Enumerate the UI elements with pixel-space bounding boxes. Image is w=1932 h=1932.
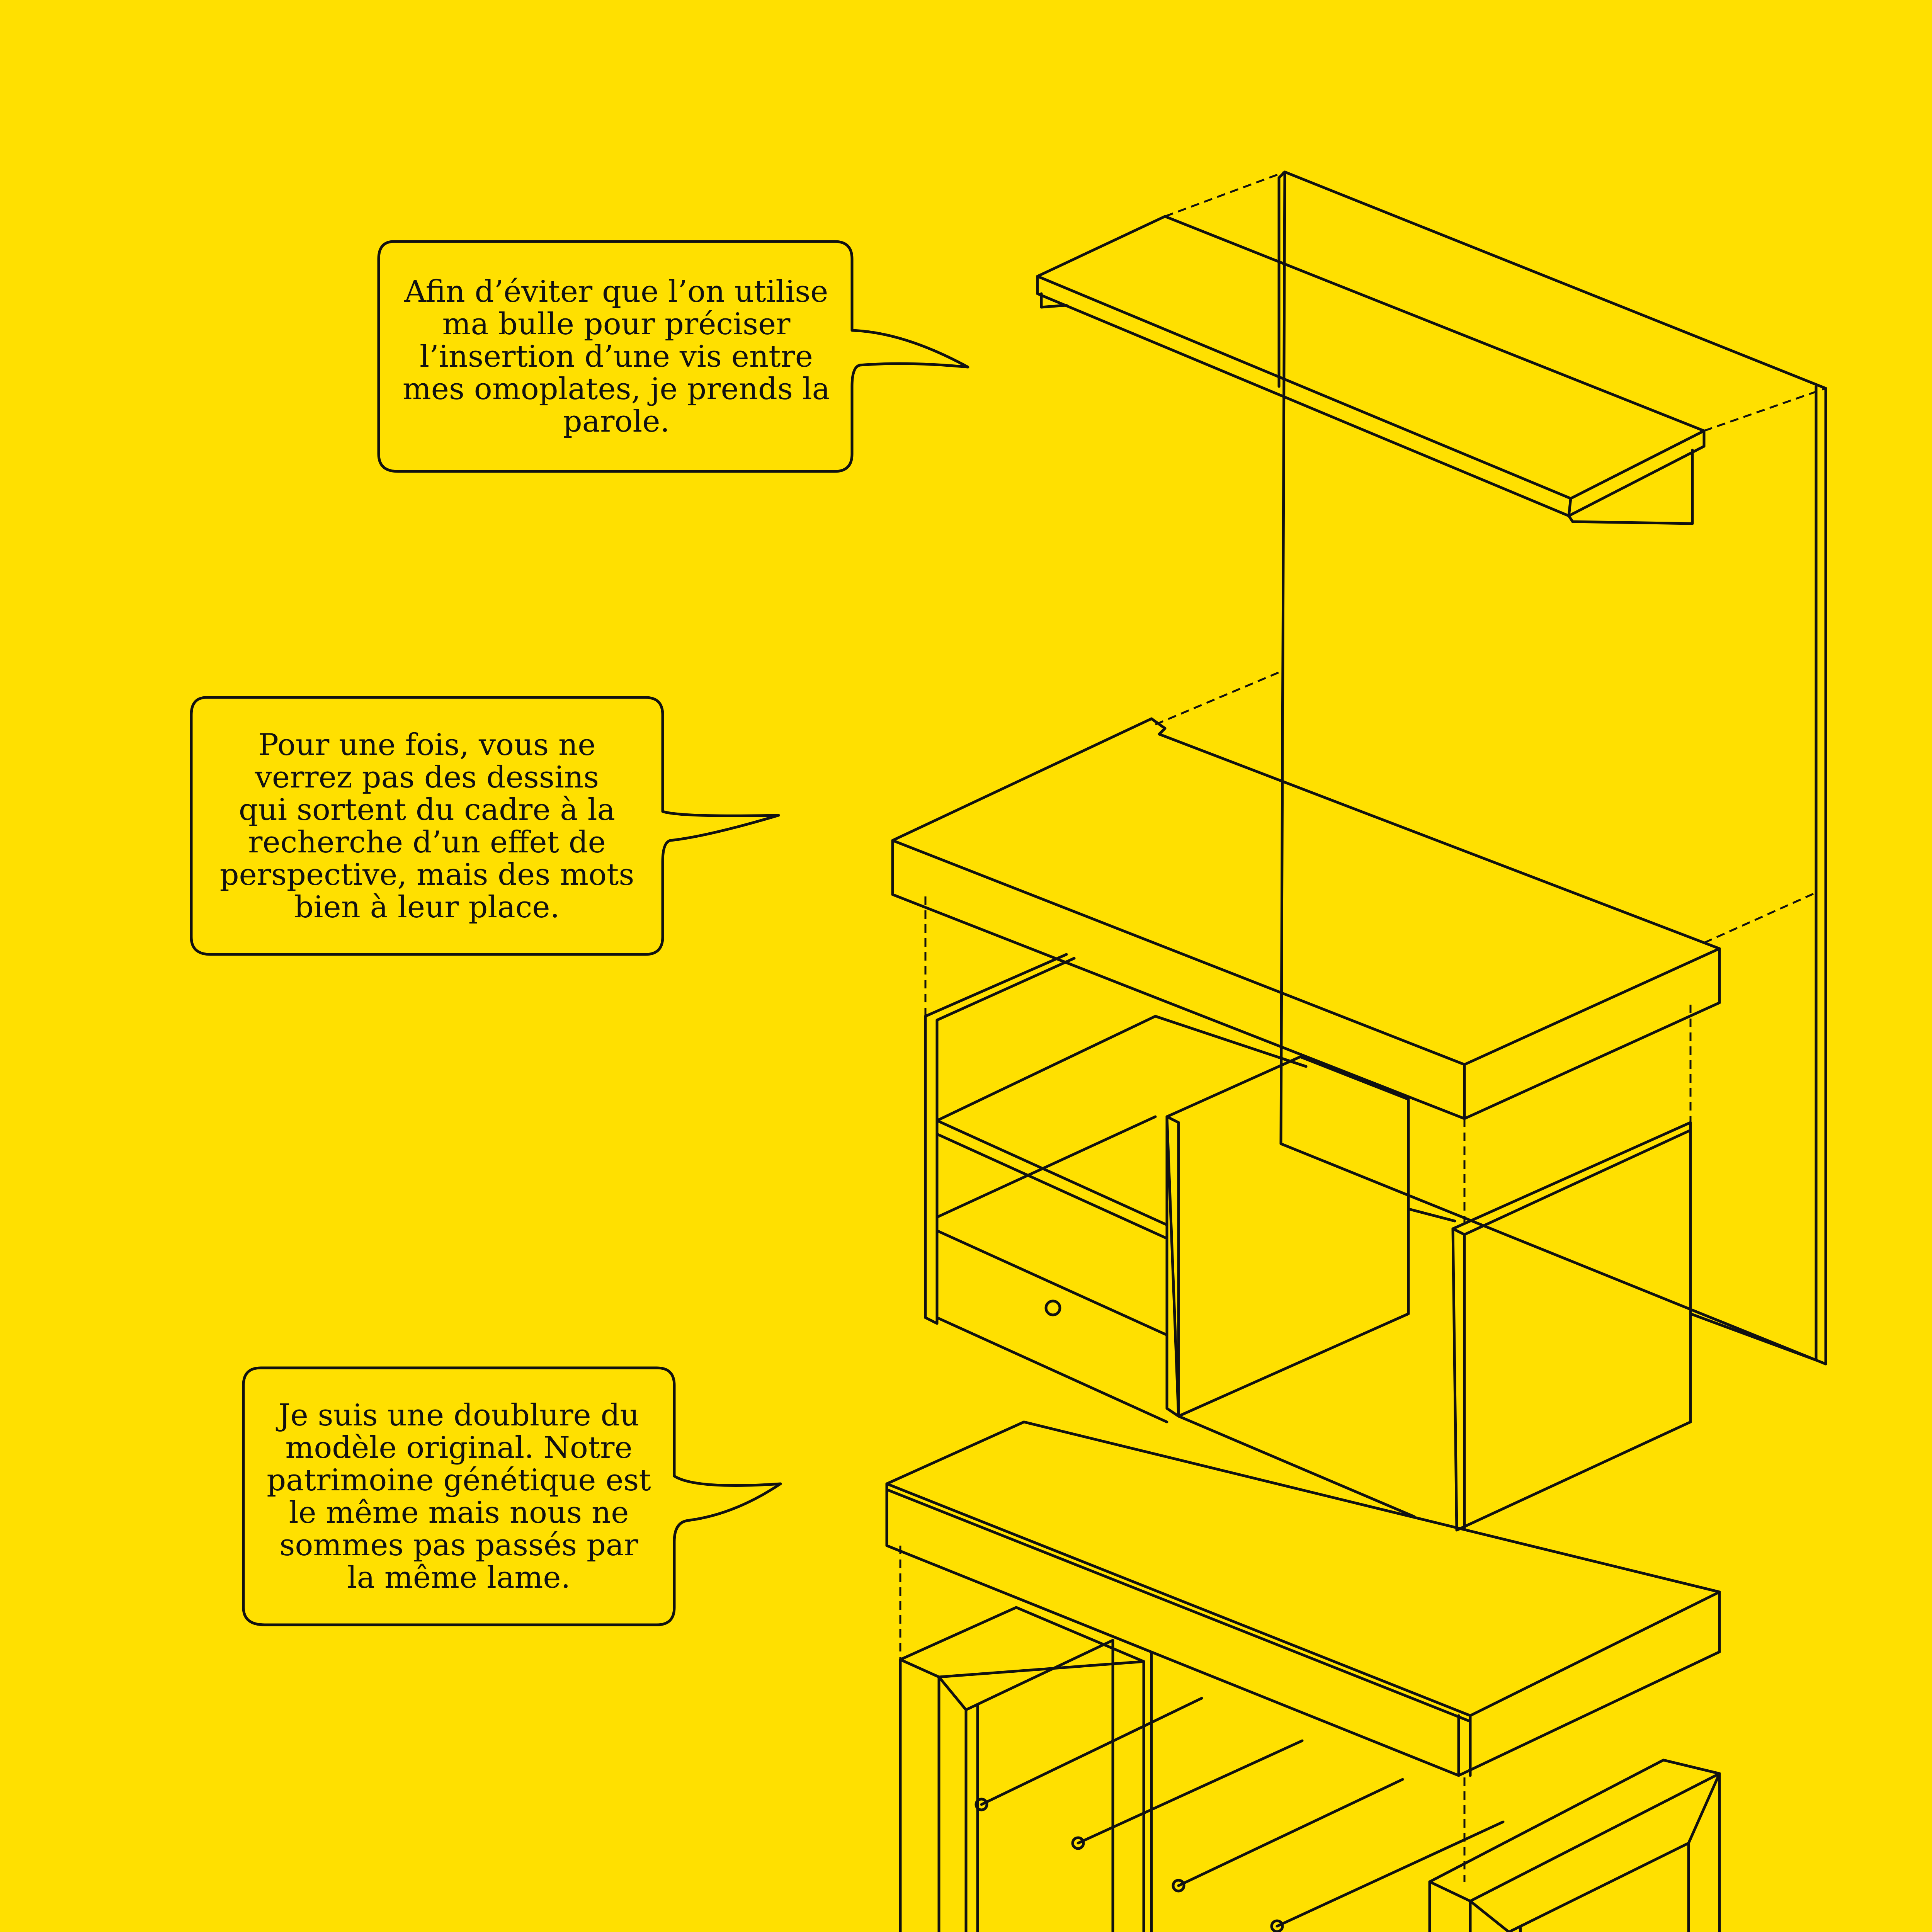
top-shelf-unit	[1037, 172, 1826, 1364]
speech-bubble-top-text: Afin d’éviter que l’on utilise ma bulle pour préciser l’insertion d’une vis entre mes omoplates, je prends la parole.	[402, 274, 830, 439]
speech-bubble-upper-text: Pour une fois, vous ne verrez pas des dessins qui sortent du cadre à la recherche d’un effet de perspective, mais des mots bien à leur place.	[219, 727, 634, 925]
desk-unit	[893, 719, 1816, 1530]
workbench-unit	[887, 1422, 1719, 1932]
speech-bubble-middle-text: Je suis une doublure du modèle original. Notre patrimoine génétique est le même mais nous ne sommes pas passés par la même lame.	[267, 1398, 651, 1595]
